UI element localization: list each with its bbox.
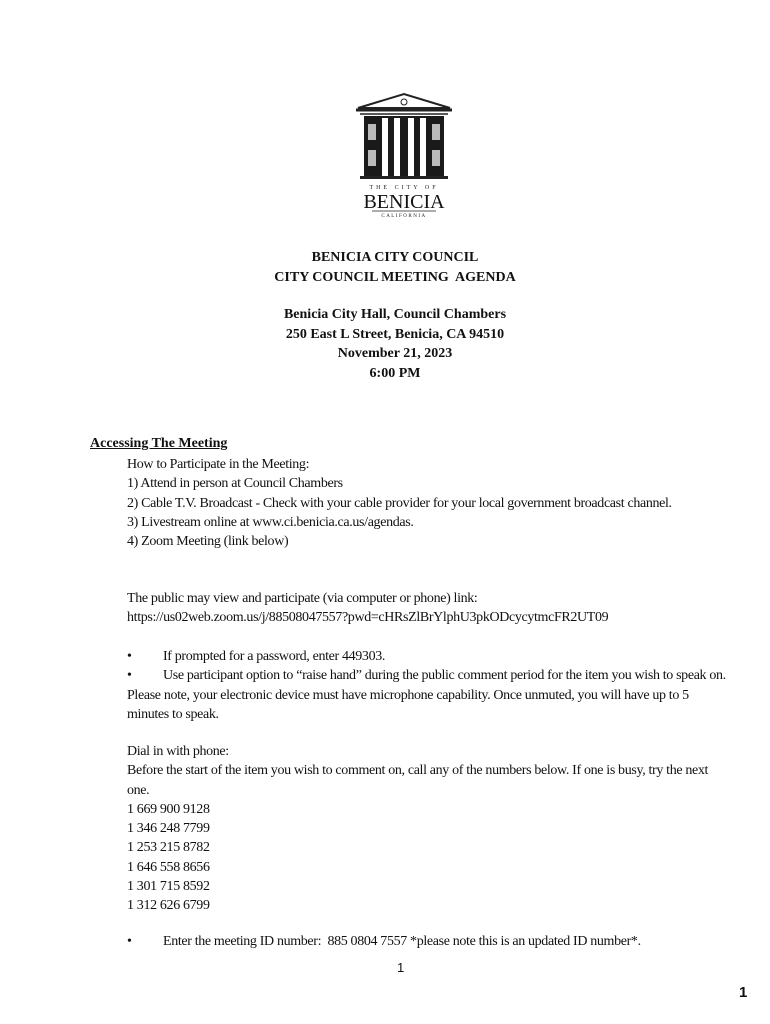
- page-number-footer: 1: [397, 960, 405, 975]
- raise-hand-instruction: Use participant option to “raise hand” during the public comment period for the item you wish to speak on. Please note, your electronic device must have microphone capability. Once unmuted, you will have up to 5 minutes to speak.: [127, 668, 726, 722]
- option-zoom: 4) Zoom Meeting (link below): [127, 534, 289, 550]
- phone-number: 1 669 900 9128: [127, 801, 210, 817]
- phone-number: 1 312 626 6799: [127, 898, 210, 914]
- bullet-icon: •: [127, 668, 132, 684]
- phone-dial-in: [127, 742, 727, 916]
- meeting-address: 250 East L Street, Benicia, CA 94510: [285, 326, 505, 342]
- phone-number: 1 646 558 8656: [127, 859, 210, 875]
- option-livestream: 3) Livestream online at www.ci.benicia.ca.us/agendas.: [127, 514, 414, 530]
- password-instruction: If prompted for a password, enter 449303.: [163, 649, 386, 664]
- zoom-intro: The public may view and participate (via computer or phone) link:: [127, 591, 478, 606]
- section-heading-accessing-meeting: Accessing The Meeting: [90, 436, 228, 451]
- phone-number: 1 253 215 8782: [127, 840, 210, 856]
- logo-lettering-main: BENICIA: [363, 191, 445, 213]
- participation-intro: How to Participate in the Meeting:: [127, 457, 310, 472]
- meeting-location-block: [0, 305, 770, 383]
- meeting-date: November 21, 2023: [337, 346, 453, 361]
- list-item: [127, 666, 727, 724]
- zoom-info: [127, 589, 727, 628]
- zoom-link[interactable]: https://us02web.zoom.us/j/88508047557?pwd=cHRsZlBrYlphU3pkODcycytmcFR2UT09: [127, 610, 609, 626]
- meeting-time: 6:00 PM: [369, 365, 421, 381]
- option-in-person: 1) Attend in person at Council Chambers: [127, 476, 343, 492]
- page-number-corner: 1: [739, 984, 748, 1001]
- phone-instructions: Before the start of the item you wish to comment on, call any of the numbers below. If one is busy, try the next one.: [127, 763, 709, 798]
- phone-instructions-list: [127, 932, 727, 951]
- meeting-venue: Benicia City Hall, Council Chambers: [283, 307, 507, 322]
- agenda-title-block: [0, 248, 770, 287]
- phone-number: 1 301 715 8592: [127, 879, 210, 895]
- agenda-title: CITY COUNCIL MEETING AGENDA: [274, 269, 516, 285]
- logo-lettering-bottom: CALIFORNIA: [381, 214, 427, 219]
- meeting-id-instruction: Enter the meeting ID number: 885 0804 7557 *please note this is an updated ID number*.: [163, 934, 641, 949]
- zoom-instructions-list: [127, 647, 727, 724]
- council-title: BENICIA CITY COUNCIL: [311, 250, 479, 265]
- option-cable-tv: 2) Cable T.V. Broadcast - Check with your cable provider for your local government broadcast channel.: [127, 495, 672, 511]
- bullet-icon: •: [127, 934, 132, 949]
- city-of-benicia-logo: [352, 90, 456, 220]
- city-hall-building-icon: [352, 90, 456, 220]
- logo-lettering-top: THE CITY OF: [369, 185, 439, 191]
- participation-options: [127, 455, 727, 551]
- phone-number: 1 346 248 7799: [127, 821, 210, 837]
- list-item: [127, 647, 727, 666]
- list-item: [127, 932, 727, 951]
- bullet-icon: •: [127, 649, 132, 664]
- phone-heading: Dial in with phone:: [127, 744, 229, 759]
